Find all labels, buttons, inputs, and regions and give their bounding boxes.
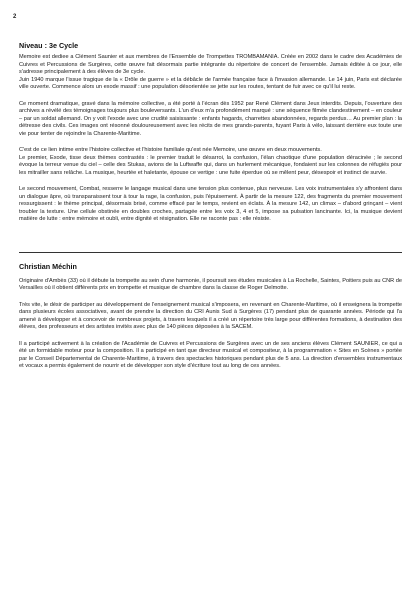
composition-paragraph-4: C'est de ce lien intime entre l'histoire collective et l'histoire familiale qu'est née Memoire, une œuvre en deux mouvements. bbox=[19, 147, 322, 154]
author-heading: Christian Méchin bbox=[19, 261, 77, 271]
composition-paragraph-1: Memoire est dediee a Clément Saunier et aux membres de l'Ensemble de Trompettes TROMBAMANIA. Créée en 2002 dans le cadre des Académies de Cuivres et Percussions de Surgères, cette œuvre fait désormais partie intégrante du répertoire de concert de l'ensemble. Jamais éditée à ce jour, elle s'adresse principalement à des élèves de 3e cycle. bbox=[19, 54, 402, 76]
composition-paragraph-2: Juin 1940 marque l'issue tragique de la « Drôle de guerre » et la débâcle de l'armée française face à l'invasion allemande. Le 14 juin, Paris est déclarée ville ouverte. Commence alors un exode massif : une population désorientée se jette sur les routes, tentant de fuir avec ce qu'il lui reste. bbox=[19, 76, 402, 91]
page-number: 2 bbox=[13, 14, 17, 20]
bio-paragraph-2: Très vite, le désir de participer au développement de l'enseignement musical s'imposera, en revenant en Charente-Maritime, où il enseignera la trompette dans plusieurs écoles associatives, avant de prendre la direction du CRI Aunis Sud à Surgères (17) pendant plus de quarante années. Période qui l'a amené à développer et à concevoir de nombreux projets, à travers lesquels il a créé un répertoire très large pour différentes formations, à destination des élèves, des professeurs et des artistes invités avec plus de 140 pièces déposées à la SACEM. bbox=[19, 301, 402, 331]
bio-paragraph-1: Originaire d'Ambès (33) où il débute la trompette au sein d'une harmonie, il poursuit ses études musicales à La Rochelle, Saintes, Poitiers puis au CNR de Versailles où il obtient différents prix en trompette et musique de chambre dans la classe de Roger Delmotte. bbox=[19, 277, 402, 292]
composition-paragraph-6: Le second mouvement, Combat, resserre le langage musical dans une tension plus contenue, plus nerveuse. Les voix instrumentales s'y affrontent dans un dialogue âpre, où transparaissent tour à tour la rage, la confusion, puis l'épuisement. À partir de la mesure 122, des fragments du premier mouvement ressurgissent : le thème principal, désormais brisé, comme effacé par le temps, revient en éclats. À la mesure 142, un climax – d'abord grinçant – vient troubler la texture. Une cellule obstinée en doubles croches, partagée entre les voix 3, 4 et 5, impose sa pulsation lancinante. Ici, la musique devient matière de lutte : entre mémoire et oubli, entre dignité et résignation. Elle ne raconte pas : elle résiste. bbox=[19, 186, 402, 223]
level-heading: Niveau : 3e Cycle bbox=[19, 41, 79, 50]
bio-paragraph-3: Il a participé activement à la création de l'Académie de Cuivres et Percussions de Surgères avec un de ses anciens élèves Clément SAUNIER, ce qui a été un formidable moteur pour la composition. Il a participé en tant que directeur musical et compositeur, à la programmation « Sites en Scènes » portée par le Conseil Départemental de Charente-Maritime, à travers des spectacles historiques pendant plus de 5 ans. La direction d'ensembles instrumentaux et vocaux a permis également de nourrir et de développer son style d'écriture tout au long de ces années. bbox=[19, 340, 402, 370]
composition-paragraph-5: Le premier, Exode, tisse deux thèmes contrastés : le premier traduit le désarroi, la confusion, l'élan chaotique d'une population déracinée ; le second évoque la terreur venue du ciel – celle des Stukas, avions de la Luftwaffe qui, dans un hurlement mécanique, fondaient sur les colonnes de réfugiés pour les mitrailler sans relâche. La musique, heurtée et haletante, épouse ce vertige : une fuite éperdue où se mêlent peur, désespoir et instinct de survie. bbox=[19, 154, 402, 176]
composition-paragraph-3: Ce moment dramatique, gravé dans la mémoire collective, a été porté à l'écran dès 1952 par René Clément dans Jeux interdits. Depuis, l'ouverture des archives a révélé des témoignages toujours plus bouleversants. L'un d'eux m'a profondément marqué : une séquence filmée clandestinement – en couleur – par un soldat allemand. On y voit l'exode avec une crudité saisissante : enfants hagards, charrettes abandonnées, regards perdus… Au premier plan : la détresse des civils. Ces images ont résonné douloureusement avec les récits de mes grands-parents, fuyant Paris à vélo, laissant derrière eux toute une vie pour tenter de rejoindre la Charente-Maritime. bbox=[19, 100, 402, 137]
section-divider bbox=[19, 252, 402, 253]
